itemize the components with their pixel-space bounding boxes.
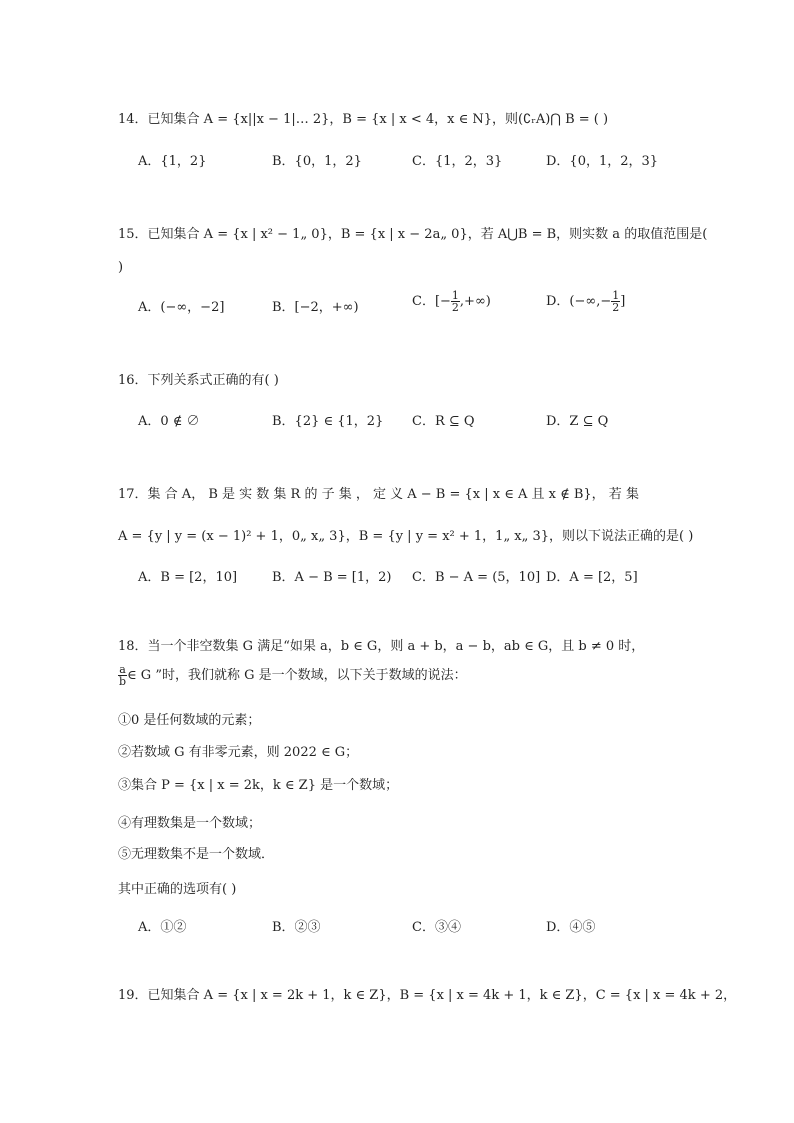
question-17-option-a: A．B = [2，10] [138, 570, 238, 585]
question-19-stem: 19．已知集合 A = {x | x = 2k + 1，k ∈ Z}，B = {x | x = 4k + 1，k ∈ Z}，C = {x | x = 4k + 2， [118, 988, 737, 1003]
option-c-suffix: ,+∞) [459, 294, 491, 309]
question-15-stem-continued: ) [118, 260, 124, 275]
question-18-item-3: ③集合 P = {x | x = 2k，k ∈ Z} 是一个数域； [118, 778, 399, 793]
question-18-item-2: ②若数域 G 有非零元素，则 2022 ∈ G； [118, 745, 359, 760]
option-d-suffix: ] [620, 294, 626, 309]
question-14-stem: 14．已知集合 A = {x||x − 1|… 2}，B = {x | x < 4，x ∈ N}，则(∁ᵣA)⋂ B = ( ) [118, 112, 609, 127]
question-18-stem-line2 [118, 664, 467, 687]
question-16-stem: 16．下列关系式正确的有( ) [118, 373, 279, 388]
question-14-option-d: D．{0，1，2，3} [546, 154, 659, 169]
question-18-question: 其中正确的选项有( ) [118, 882, 237, 897]
question-14-option-b: B．{0，1，2} [272, 154, 362, 169]
fraction: $\frac{1}{2}$ [612, 289, 620, 314]
question-18-item-1: ①0 是任何数域的元素； [118, 713, 261, 728]
question-14-option-c: C．{1，2，3} [412, 154, 503, 169]
question-16-option-b: B．{2} ∈ {1，2} [272, 414, 384, 429]
question-17-option-c: C．B − A = (5，10] [412, 570, 541, 585]
option-d-prefix: D．(−∞,− [546, 294, 612, 309]
question-18-option-c: C．③④ [412, 920, 461, 935]
fraction: $\frac{1}{2}$ [451, 289, 459, 314]
question-16-option-c: C．R ⊆ Q [412, 414, 475, 429]
question-15-option-a: A．(−∞，−2] [138, 300, 225, 315]
question-16-option-a: A．0 ∉ ∅ [138, 414, 200, 429]
question-18-stem-line2-text: ∈ G ”时，我们就称 G 是一个数域，以下关于数域的说法： [127, 668, 467, 683]
question-15-stem: 15．已知集合 A = {x | x² − 1„ 0}，B = {x | x − 2a„ 0}，若 A⋃B = B，则实数 a 的取值范围是( [118, 227, 708, 242]
question-14-option-a: A．{1，2} [138, 154, 207, 169]
question-18-item-4: ④有理数集是一个数域； [118, 816, 262, 831]
question-17-option-d: D．A = [2，5] [546, 570, 638, 585]
question-17-stem: 17．集 合 A， B 是 实 数 集 R 的 子 集 ， 定 义 A − B = {x | x ∈ A 且 x ∉ B}， 若 集 [118, 487, 639, 502]
question-17-stem-line2: A = {y | y = (x − 1)² + 1，0„ x„ 3}，B = {y | y = x² + 1，1„ x„ 3}，则以下说法正确的是( ) [118, 529, 694, 544]
question-15-option-c [412, 290, 491, 313]
question-15-option-b: B．[−2，+∞) [272, 300, 359, 315]
question-18-option-a: A．①② [138, 920, 187, 935]
question-15-option-d [546, 290, 625, 313]
question-18-stem: 18．当一个非空数集 G 满足“如果 a，b ∈ G，则 a + b，a − b，ab ∈ G，且 b ≠ 0 时， [118, 639, 645, 654]
question-17-option-b: B．A − B = [1，2) [272, 570, 392, 585]
option-c-prefix: C．[− [412, 294, 451, 309]
question-18-option-d: D．④⑤ [546, 920, 596, 935]
question-16-option-d: D．Z ⊆ Q [546, 414, 609, 429]
fraction: $\frac{a}{b}$ [119, 663, 127, 688]
question-18-option-b: B．②③ [272, 920, 321, 935]
question-18-item-5: ⑤无理数集不是一个数域． [118, 847, 275, 862]
